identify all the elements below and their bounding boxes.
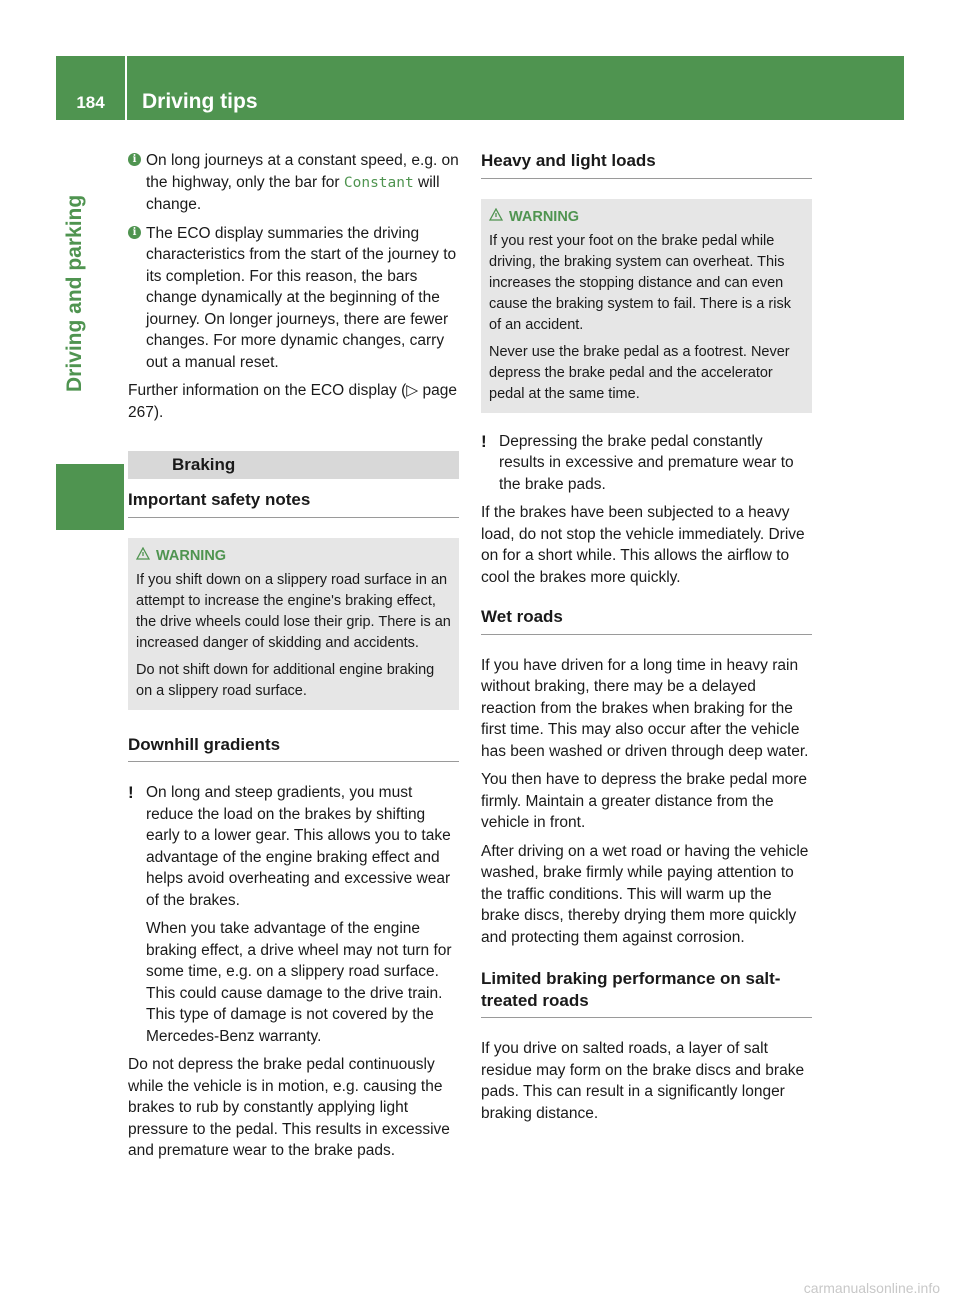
left-column — [128, 150, 459, 1169]
warning-title — [489, 207, 804, 228]
info-icon: i — [128, 226, 141, 239]
warning-title-text: WARNING — [509, 208, 580, 225]
info-note — [128, 150, 459, 216]
warning-title — [136, 546, 451, 567]
header-divider — [125, 56, 127, 120]
right-column — [481, 150, 812, 1131]
warning-text: Do not shift down for additional engine braking on a slippery road surface. — [136, 661, 435, 699]
info-note-text: On long journeys at a constant speed, e.g. on the highway, only the bar for — [146, 152, 459, 191]
display-term-constant: Constant — [343, 174, 414, 191]
body-text: Do not depress the brake pedal continuously while the vehicle is in motion, e.g. causing the brakes to rub by constantly applying light pressure to the pedal. This results in excessive and premature wear to the brake pads. — [128, 1056, 450, 1159]
page-number: 184 — [76, 93, 105, 112]
body-text: If the brakes have been subjected to a heavy load, do not stop the vehicle immediately. Drive on for a short while. This allows the airflow to cool the brakes more quickly. — [481, 504, 805, 586]
side-tab-marker — [56, 464, 124, 530]
attention-note — [128, 782, 459, 1047]
body-text: After driving on a wet road or having the vehicle washed, brake firmly while paying attention to the traffic conditions. This will warm up the brake discs, thereby drying them more quickly and protecting them against corrosion. — [481, 842, 809, 946]
watermark-footer: carmanualsonline.info — [803, 1280, 940, 1296]
info-icon: i — [128, 153, 141, 166]
page-header — [56, 56, 904, 120]
chapter-title: Driving tips — [142, 90, 258, 113]
warning-box — [481, 199, 812, 413]
subheading-heavy-loads: Heavy and light loads — [481, 150, 812, 179]
subheading-salt-roads: Limited braking performance on salt-treated roads — [481, 968, 812, 1018]
section-heading-braking: Braking — [128, 451, 459, 479]
further-info-text: Further information on the ECO display (▷ page 267). — [128, 382, 457, 421]
warning-triangle-icon — [489, 207, 509, 228]
subheading-downhill: Downhill gradients — [128, 734, 459, 763]
subheading-safety-notes: Important safety notes — [128, 489, 459, 518]
attention-note — [481, 431, 812, 496]
info-note-text: The ECO display summaries the driving characteristics from the start of the journey to its completion. For this reason, the bars change dynamically at the beginning of the journey. On longer journeys, there are fewer changes. For more dynamic changes, carry out a manual reset. — [146, 224, 457, 371]
warning-text: If you rest your foot on the brake pedal while driving, the braking system can overheat. This increases the stopping distance and can even cause the braking system to fail. There is a risk of an accident. — [489, 232, 791, 333]
body-text: If you have driven for a long time in heavy rain without braking, there may be a delayed reaction from the brakes when braking for the first time. This may also occur after the vehicle has been washed or driven through deep water. — [481, 656, 809, 760]
subheading-wet-roads: Wet roads — [481, 606, 812, 635]
body-text: If you drive on salted roads, a layer of salt residue may form on the brake discs and brake pads. This can result in a significantly longer braking distance. — [481, 1040, 805, 1122]
attention-text: On long and steep gradients, you must reduce the load on the brakes by shifting early to a lower gear. This allows you to take advantage of the engine braking effect and helps avoid overheating and excessive wear of the brakes. — [146, 784, 451, 909]
info-note — [128, 223, 459, 374]
warning-text: If you shift down on a slippery road surface in an attempt to increase the engine's braking effect, the drive wheels could lose their grip. There is an increased danger of skidding and accidents. — [136, 571, 451, 651]
info-note-text-end: will change. — [146, 173, 440, 213]
exclamation-icon: ! — [128, 783, 134, 802]
attention-text: When you take advantage of the engine braking effect, a drive wheel may not turn for some time, e.g. on a slippery road surface. This could cause damage to the drive train. This type of damage is not covered by the Mercedes-Benz warranty. — [146, 920, 452, 1045]
warning-title-text: WARNING — [156, 547, 227, 564]
warning-box — [128, 538, 459, 710]
body-text: You then have to depress the brake pedal more firmly. Maintain a greater distance from the vehicle in front. — [481, 771, 808, 831]
warning-triangle-icon — [136, 546, 156, 567]
warning-text: Never use the brake pedal as a footrest. Never depress the brake pedal and the accelerator pedal at the same time. — [489, 343, 790, 402]
side-tab-label: Driving and parking — [63, 194, 86, 392]
attention-text: Depressing the brake pedal constantly results in excessive and premature wear to the brake pads. — [499, 432, 794, 493]
exclamation-icon: ! — [481, 431, 487, 451]
